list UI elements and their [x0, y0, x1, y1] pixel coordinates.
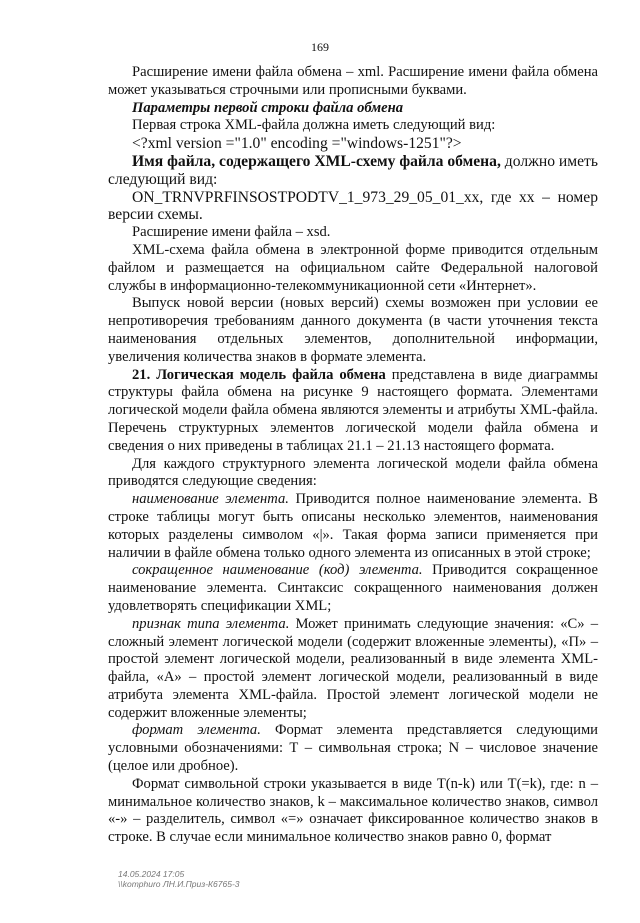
paragraph: Формат символьной строки указывается в виде Т(n-k) или T(=k), где: n – минимальное количество знаков, k – максимальное количество знаков, символ «-» – разделитель, символ «=» означает фиксированное количество знаков в строке. В случае если минимальное количество знаков равно 0, формат — [108, 775, 598, 846]
footer-timestamp: 14.05.2024 17:05 — [118, 869, 185, 879]
paragraph: Для каждого структурного элемента логической модели файла обмена приводятся следующие сведения: — [108, 455, 598, 490]
italic-term: сокращенное наименование (код) элемента. — [132, 562, 423, 579]
italic-term: признак типа элемента. — [132, 615, 290, 632]
footer-path: \\komphuro ЛН.И.Приз-К6765-3 — [118, 879, 240, 889]
paragraph: Расширение имени файла – xsd. — [132, 224, 331, 241]
paragraph: XML-схема файла обмена в электронной форме приводится отдельным файлом и размещается на официальном сайте Федеральной налоговой службы в информационно-телекоммуникационной сети «Интернет». — [108, 241, 598, 294]
bold-term: 21. Логическая модель файла обмена — [132, 366, 386, 383]
paragraph: Расширение имени файла обмена – xml. Расширение имени файла обмена может указываться строчными или прописными буквами. — [108, 64, 598, 98]
paragraph: Первая строка XML-файла должна иметь следующий вид: — [132, 117, 496, 134]
footer-stamp — [118, 869, 240, 889]
page-number: 169 — [311, 40, 329, 54]
paragraph-text: представлена в виде диаграммы структуры файла обмена на рисунке 9 настоящего формата. Элементами логической модели файла обмена являются элементы и атрибуты XML-файла. Перечень структурных элементов логической модели файла обмена и сведения о них приведены в таблицах 21.1 – 21.13 настоящего формата. — [108, 366, 598, 454]
document-body — [108, 64, 598, 847]
paragraph-text: Может принимать следующие значения: «С» – сложный элемент логической модели (содержит вложенные элементы), «П» – простой элемент логической модели, реализованный в виде элемента XML-файла, «А» – простой элемент логической модели, реализованный в виде атрибута элемента XML-файла. Простой элемент логической модели не содержит вложенные элементы; — [108, 615, 598, 721]
list-item — [108, 722, 598, 775]
italic-term: наименование элемента. — [132, 491, 289, 508]
italic-term: формат элемента. — [132, 722, 261, 739]
paragraph — [108, 153, 598, 189]
paragraph-text: должно иметь следующий вид: — [108, 152, 598, 188]
section-heading: Параметры первой строки файла обмена — [132, 99, 404, 116]
xml-declaration: <?xml version ="1.0" encoding ="windows-1251"?> — [132, 135, 462, 153]
paragraph-text: Формат элемента представляется следующими условными обозначениями: Т – символьная строка; N – числовое значение (целое или дробное). — [108, 722, 598, 775]
list-item — [108, 616, 598, 723]
paragraph-text: Приводится сокращенное наименование элемента. Синтаксис сокращенного наименования должен удовлетворять спецификации XML; — [108, 562, 598, 614]
list-item — [108, 562, 598, 615]
paragraph: Выпуск новой версии (новых версий) схемы возможен при условии ее непротиворечия требованиям данного документа (в части уточнения текста наименования отдельных элементов, дополнительной информации, увеличения количества знаков в формате элемента. — [108, 295, 598, 365]
paragraph-text: Приводится полное наименование элемента. В строке таблицы могут быть описаны несколько элементов, наименования которых разделены символом «|». Такая форма записи применяется при наличии в файле обмена только одного элемента из описанных в этой строке; — [108, 491, 598, 561]
bold-term: Имя файла, содержащего XML-схему файла обмена, — [132, 152, 501, 170]
paragraph — [108, 367, 598, 456]
list-item — [108, 491, 598, 562]
schema-filename: ON_TRNVPRFINSOSTPODTV_1_973_29_05_01_xx, где хх – номер версии схемы. — [108, 188, 598, 224]
